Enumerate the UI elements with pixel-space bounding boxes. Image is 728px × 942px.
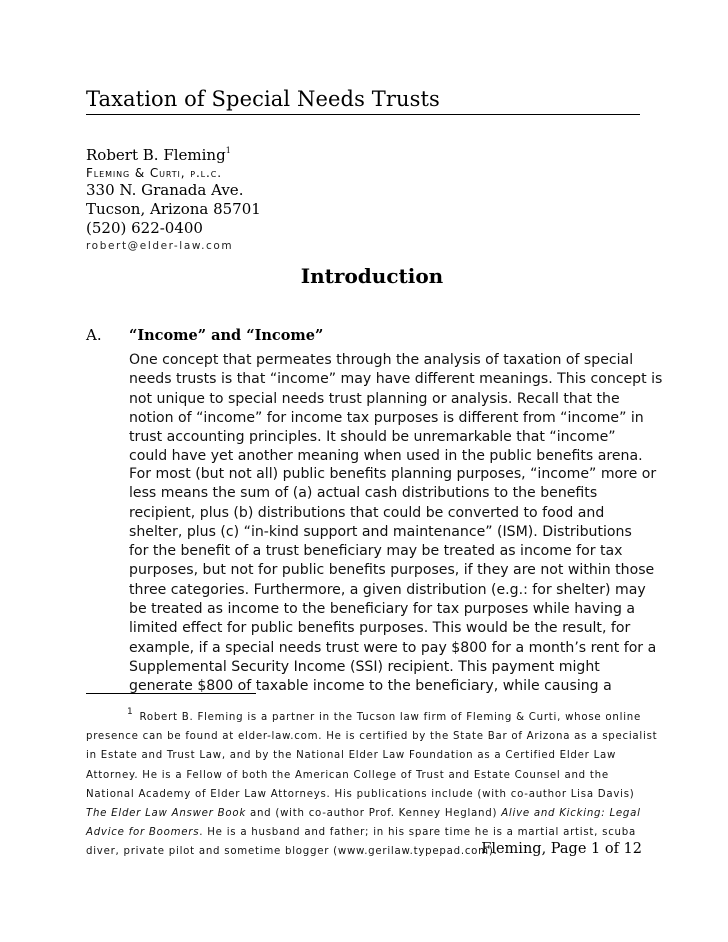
author-block [86,146,486,254]
footnote-text: Robert B. Fleming is a partner in the Tucson law firm of Fleming & Curti, whose online [139,712,641,723]
paragraph-line: trust accounting principles. It should be unremarkable that “income” [129,429,616,446]
footnote [86,707,658,862]
footnote-text: and (with co-author Prof. Kenney Hegland) [245,808,502,820]
book-title-2-cont: Advice for Boomers [86,827,200,839]
footnote-line [86,708,646,727]
paragraph-line: three categories. Furthermore, a given distribution (e.g.: for shelter) may [129,581,646,598]
footnote-line: diver, private pilot and sometime blogger (www.gerilaw.typepad.com). [86,846,498,858]
paragraph-line: be treated as income to the beneficiary for tax purposes while having a [129,601,636,618]
paragraph-line: for the benefit of a trust beneficiary may be treated as income for tax [129,543,623,560]
paragraph-line: could have yet another meaning when used in the public benefits arena. [129,448,643,465]
address-line-2: Tucson, Arizona 85701 [86,200,261,218]
footnote-reference: 1 [225,146,231,155]
footnote-text: . He is a husband and father; in his spare time he is a martial artist, scuba [199,827,636,839]
author-name-line [86,146,486,165]
firm-name: Fleming & Curti, p.l.c. [86,166,222,180]
document-title: Taxation of Special Needs Trusts [86,85,640,115]
paragraph-line: purposes, but not for public benefits purposes, if they are not within those [129,562,655,579]
paragraph-line: Supplemental Security Income (SSI) recipient. This payment might [129,658,600,675]
section-heading: Introduction [300,264,444,288]
paragraph-line: generate $800 of taxable income to the beneficiary, while causing a [129,678,612,695]
paragraph-line: For most (but not all) public benefits planning purposes, “income” more or [129,466,657,482]
footnote-marker: 1 [127,707,134,717]
footnote-line: in Estate and Trust Law, and by the National Elder Law Foundation as a Certified Elder Law [86,750,617,762]
author-name: Robert B. Fleming [86,146,226,164]
phone-number: (520) 622-0400 [86,219,203,237]
paragraph-line: One concept that permeates through the analysis of taxation of special [129,352,634,368]
paragraph-line: shelter, plus (c) “in-kind support and maintenance” (ISM). Distributions [129,523,632,540]
paragraph-line: recipient, plus (b) distributions that could be converted to food and [129,504,605,521]
paragraph-2 [129,465,657,697]
subsection-letter: A. [86,326,102,344]
paragraph-line: less means the sum of (a) actual cash distributions to the benefits [129,485,598,502]
paragraph-line: not unique to special needs trust planning or analysis. Recall that the [129,390,620,407]
page-number-footer: Fleming, Page 1 of 12 [481,841,642,857]
address-line-1: 330 N. Granada Ave. [86,181,244,199]
footnote-line [86,804,646,823]
footnote-line: National Academy of Elder Law Attorneys. His publications include (with co-author Lisa Davis) [86,788,635,800]
book-title-2: Alive and Kicking: Legal [501,808,641,820]
email-address: robert@elder-law.com [86,240,234,252]
paragraph-line: notion of “income” for income tax purposes is different from “income” in [129,409,644,426]
book-title-1: The Elder Law Answer Book [86,808,246,820]
footnote-line: presence can be found at elder-law.com. He is certified by the State Bar of Arizona as a specialist [86,731,658,743]
paragraph-line: limited effect for public benefits purposes. This would be the result, for [129,620,631,637]
footnote-line: Attorney. He is a Fellow of both the American College of Trust and Estate Counsel and the [86,769,609,781]
paragraph-1 [129,351,663,467]
paragraph-line: example, if a special needs trust were to pay $800 for a month’s rent for a [129,639,657,656]
paragraph-line: needs trusts is that “income” may have different meanings. This concept is [129,371,663,388]
subsection-title: “Income” and “Income” [129,327,324,344]
footnote-separator [86,693,256,694]
